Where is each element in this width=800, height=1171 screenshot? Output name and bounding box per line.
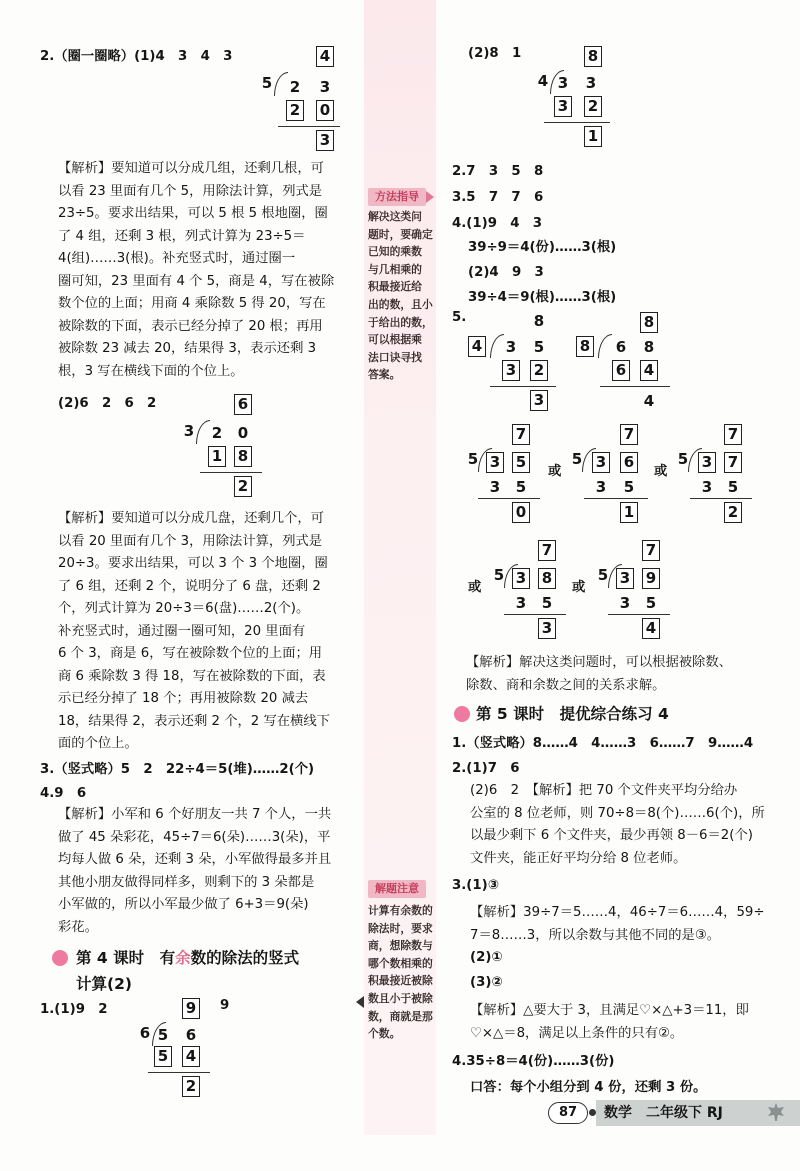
analysis-q2-1: 【解析】要知道可以分成几组，还剩几根，可 以看 23 里面有几个 5，用除法计算，列式是 23÷5。要求出结果，可以 5 根 5 根地圈，圈 了 4 组，还剩 3 根，列式计算为 23÷5＝ 4(组)……3(根)。补充竖式时，通过圈一 圈可知，23 里面有 4 个 5，商是 4，写在被除 数个位的上面；用商 4 乘除数 5 得 20，写在 被除数的下面，表示已经分掉了 20 根；再用 被除数 23 减去 20，结果得 3，表示还剩 3 根，3 写在横线下面的个位上。: [58, 161, 335, 379]
analysis-r5: 【解析】解决这类问题时，可以根据被除数、 除数、商和余数之间的关系求解。: [466, 655, 732, 693]
or-label: 或: [572, 580, 586, 595]
lesson-4-title: 第 4 课时 有余数的除法的竖式: [76, 949, 300, 967]
long-division-5: 8 4 3 5 3 2 3: [466, 312, 566, 412]
answer-s3-2: (2)①: [470, 950, 503, 965]
answer-r2: 2.7 3 5 8: [452, 164, 544, 179]
answer-s1: 1.（竖式略）8……4 4……3 6……7 9……4: [452, 736, 754, 751]
analysis-q4: 【解析】小军和 6 个好朋友一共 7 个人，一共 做了 45 朵彩花，45÷7＝6(朵)……3(朵)，平 均每人做 6 朵，还剩 3 朵，小军做得最多并且 其他小朋友做得同样多，则剩下的 3 朵都是 小军做的，所以小军最少做了 6+3＝9(朵) 彩花。: [58, 807, 332, 935]
or-label: 或: [548, 464, 562, 479]
answer-s3-3: (3)②: [470, 975, 503, 990]
answer-r5: 5.: [452, 310, 467, 325]
answer-r4-2: (2)4 9 3: [468, 265, 544, 280]
long-division-7: 7 5 3 5 3 5 0: [466, 424, 556, 524]
arrow-right-icon: [426, 191, 434, 203]
answer-q4: 4.9 6: [40, 786, 87, 801]
long-division-10: 7 5 3 8 3 5 3: [492, 540, 582, 640]
dot-icon: [589, 1109, 596, 1116]
footer-label: 数学 二年级下 RJ: [596, 1100, 800, 1126]
tip-tag-notice: 解题注意: [368, 880, 426, 898]
long-division-4: 8 4 3 3 3 2 1: [534, 46, 624, 156]
long-division-1: 4 5 2 3 2 0 3: [256, 46, 356, 156]
answer-s4-reply: 口答：每个小组分到 4 份，还剩 3 份。: [470, 1080, 707, 1095]
long-division-11: 7 5 3 9 3 5 4: [596, 540, 686, 640]
lesson-bullet-icon: [52, 950, 68, 966]
answer-lesson4-q1: 1.(1)9 2: [40, 1002, 108, 1017]
or-label: 或: [468, 580, 482, 595]
answer-r-2: (2)8 1: [468, 46, 522, 61]
answer-q3: 3.（竖式略）5 2 22÷4＝5(堆)……2(个): [40, 762, 315, 777]
long-division-3: 9 6 5 6 5 4 2: [136, 998, 236, 1108]
long-division-8: 7 5 3 6 3 5 1: [570, 424, 660, 524]
answer-s3-1: 3.(1)③: [452, 878, 499, 893]
analysis-s2-2: (2)6 2 【解析】把 70 个文件夹平均分给办 公室的 8 位老师，则 70÷8＝8(个)……6(个)，所 以最少剩下 6 个文件夹，最少再领 8－6＝2(个) 文件夹，能正好平均分给 8 位老师。: [470, 783, 765, 866]
or-label: 或: [654, 464, 668, 479]
answer-s4: 4.35÷8＝4(份)……3(份): [452, 1054, 615, 1069]
answer-r4-eq2: 39÷4＝9(根)……3(根): [468, 290, 617, 305]
answer-q2-2: (2)6 2 6 2: [58, 396, 157, 411]
tip-tag-method: 方法指导: [368, 188, 426, 206]
answer-lesson4-q1-extra: 9: [220, 998, 230, 1013]
answer-r4-eq1: 39÷9＝4(份)……3(根): [468, 240, 617, 255]
analysis-s3-3: 【解析】△要大于 3，且满足♡×△+3＝11，即 ♡×△＝8，满足以上条件的只有②。: [470, 1003, 749, 1041]
answer-q2-1: 2.（圈一圈略）(1)4 3 4 3: [40, 49, 233, 64]
long-division-6: 8 8 6 8 6 4 4: [574, 312, 684, 412]
tip-text-notice: 计算有余数的 除法时，要求 商，想除数与 哪个数相乘的 积最接近被除 数且小于被除 数，商就是那 个数。: [368, 904, 433, 1041]
answer-r4-1: 4.(1)9 4 3: [452, 216, 543, 231]
long-division-2: 6 3 2 0 1 8 2: [178, 394, 278, 504]
long-division-9: 7 5 3 7 3 5 2: [676, 424, 766, 524]
answer-r3: 3.5 7 7 6: [452, 190, 544, 205]
answer-s2-1: 2.(1)7 6: [452, 761, 520, 776]
lesson-5-title: 第 5 课时 提优综合练习 4: [476, 705, 669, 723]
lesson-4-subtitle: 计算(2): [76, 975, 132, 993]
arrow-left-icon: [356, 996, 364, 1008]
page-number: 87: [548, 1102, 588, 1124]
tip-text-method: 解决这类问 题时，要确定 已知的乘数 与几相乘的 积最接近给 出的数，且小 于给出的数， 可以根据乘 法口诀寻找 答案。: [368, 210, 433, 382]
lesson-bullet-icon: [454, 706, 470, 722]
analysis-s3-1: 【解析】39÷7＝5……4，46÷7＝6……4，59÷ 7＝8……3，所以余数与其他不同的是③。: [470, 905, 765, 943]
analysis-q2-2: 【解析】要知道可以分成几盘，还剩几个，可 以看 20 里面有几个 3，用除法计算，列式是 20÷3。要求出结果，可以 3 个 3 个地圈，圈 了 6 组，还剩 2 个，说明分了 6 盘，还剩 2 个，列式计算为 20÷3＝6(盘)……2(个)。 补充竖式时，通过圈一圈可知，20 里面有 6 个 3，商是 6，写在被除数个位的上面；用 商 6 乘除数 3 得 18，写在被除数的下面，表 示已经分掉了 18 个；再用被除数 20 减去 18，结果得 2，表示还剩 2 个，2 写在横线下 面的个位上。: [58, 511, 330, 751]
